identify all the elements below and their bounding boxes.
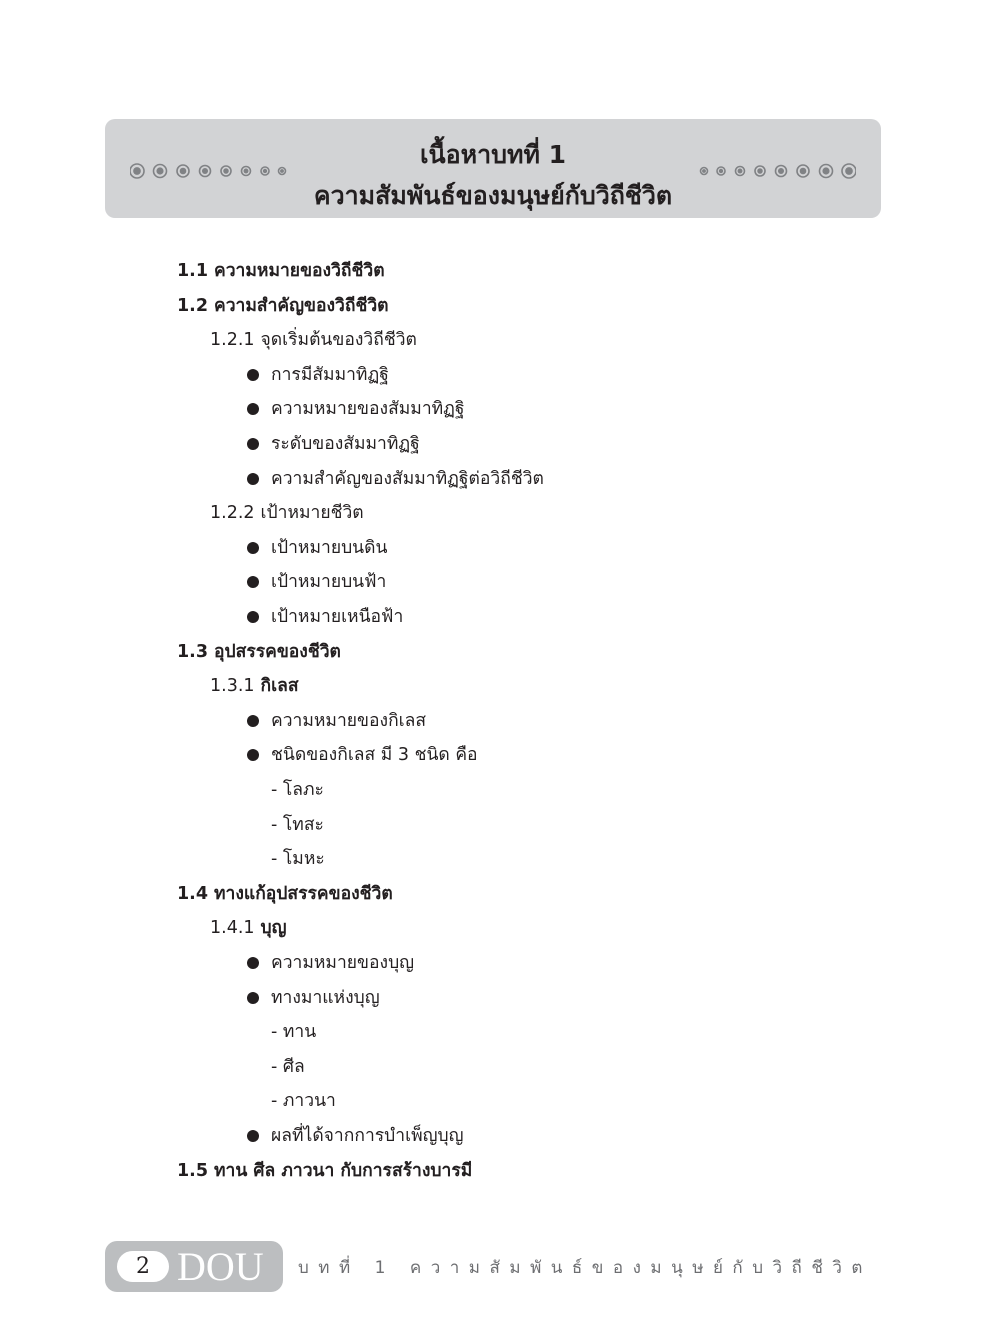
ornament-dot-core [800, 168, 807, 175]
subsection-number: 1.2.1 [210, 330, 255, 351]
subsection-title: บุญ [260, 918, 287, 939]
list-item-text: เป้าหมายเหนือฟ้า [271, 607, 404, 627]
section-title: อุปสรรคของชีวิต [214, 641, 341, 662]
bullet-icon [247, 715, 259, 727]
chapter-title: ความสัมพันธ์ของมนุษย์กับวิถีชีวิต [313, 181, 673, 210]
subsection-title: จุดเริ่มต้นของวิถีชีวิต [260, 330, 417, 351]
sub-list-item-text: - ศีล [271, 1056, 305, 1077]
list-item [247, 536, 387, 560]
subsection-number: 1.2.2 [210, 503, 255, 524]
list-item-text: ความสำคัญของสัมมาทิฏฐิต่อวิถีชีวิต [271, 468, 544, 489]
bullet-icon [247, 473, 259, 485]
ornament-dot-core [719, 169, 723, 173]
ornament-dot-core [845, 167, 853, 175]
bullet-icon [247, 992, 259, 1004]
section-title: ความหมายของวิถีชีวิต [214, 261, 385, 281]
list-item-text: เป้าหมายบนดิน [271, 537, 388, 558]
subsection-heading [210, 916, 287, 940]
running-head: บทที่ 1 ความสัมพันธ์ของมนุษย์กับวิถีชีวิต [298, 1258, 872, 1278]
list-item-text: ทางมาแห่งบุญ [271, 987, 380, 1008]
dot-ornament-right-icon [696, 163, 856, 179]
chapter-heading: เนื้อหาบทที่ 1 [419, 140, 567, 169]
sub-list-item [271, 813, 324, 837]
list-item [247, 951, 414, 975]
bullet-icon [247, 611, 259, 623]
list-item [247, 1124, 464, 1148]
section-number: 1.1 [177, 261, 209, 281]
publisher-logo: DOU [177, 1244, 264, 1289]
section-title: ทางแก้อุปสรรคของชีวิต [214, 883, 393, 904]
list-item-text: ผลที่ได้จากการบำเพ็ญบุญ [271, 1126, 464, 1146]
section-number: 1.4 [177, 883, 209, 904]
sub-list-item-text: - ทาน [271, 1022, 317, 1043]
section-number: 1.3 [177, 641, 209, 662]
subsection-title: กิเลส [260, 676, 299, 697]
section-number: 1.5 [177, 1160, 209, 1181]
sub-list-item [271, 778, 324, 802]
footer-badge [105, 1241, 283, 1292]
sub-list-item-text: - ภาวนา [271, 1091, 336, 1112]
ornament-dot-core [822, 167, 829, 174]
ornament-dot-core [757, 168, 763, 174]
sub-list-item-text: - โทสะ [271, 814, 324, 835]
section-heading [177, 259, 385, 283]
list-item-text: การมีสัมมาทิฏฐิ [271, 364, 389, 385]
list-item [247, 467, 544, 491]
subsection-title: เป้าหมายชีวิต [260, 503, 364, 524]
list-item-text: ความหมายของกิเลส [271, 710, 427, 731]
sub-list-item [271, 1089, 336, 1113]
list-item-text: เป้าหมายบนฟ้า [271, 572, 387, 593]
section-heading [177, 294, 389, 318]
list-item [247, 743, 478, 767]
chapter-banner [105, 119, 881, 218]
list-item [247, 986, 380, 1010]
ornament-dot-core [738, 169, 743, 174]
subsection-heading [210, 674, 299, 698]
bullet-icon [247, 576, 259, 588]
section-heading [177, 640, 341, 664]
bullet-icon [247, 957, 259, 969]
bullet-icon [247, 369, 259, 381]
list-item-text: ความหมายของสัมมาทิฏฐิ [271, 399, 465, 420]
section-title: ทาน ศีล ภาวนา กับการสร้างบารมี [214, 1160, 473, 1181]
page-number: 2 [117, 1251, 169, 1282]
bullet-icon [247, 749, 259, 761]
list-item [247, 397, 465, 421]
section-heading [177, 1159, 472, 1183]
list-item [247, 570, 386, 594]
sub-list-item [271, 1055, 305, 1079]
bullet-icon [247, 403, 259, 415]
bullet-icon [247, 542, 259, 554]
ornament-dot-core [702, 169, 706, 173]
sub-list-item [271, 847, 325, 871]
sub-list-item [271, 1020, 316, 1044]
list-item-text: ชนิดของกิเลส มี 3 ชนิด คือ [271, 745, 478, 766]
list-item [247, 605, 403, 629]
subsection-number: 1.3.1 [210, 676, 255, 697]
section-heading [177, 882, 393, 906]
list-item-text: ความหมายของบุญ [271, 953, 415, 973]
list-item [247, 432, 420, 456]
section-number: 1.2 [177, 295, 209, 316]
section-title: ความสำคัญของวิถีชีวิต [214, 295, 389, 316]
ornament-dot-core [778, 168, 784, 174]
sub-list-item-text: - โมหะ [271, 849, 325, 870]
subsection-number: 1.4.1 [210, 918, 255, 939]
subsection-heading [210, 501, 364, 525]
list-item-text: ระดับของสัมมาทิฏฐิ [271, 434, 420, 454]
bullet-icon [247, 1130, 259, 1142]
bullet-icon [247, 438, 259, 450]
sub-list-item-text: - โลภะ [271, 780, 324, 800]
list-item [247, 363, 389, 387]
list-item [247, 709, 426, 733]
subsection-heading [210, 328, 417, 352]
